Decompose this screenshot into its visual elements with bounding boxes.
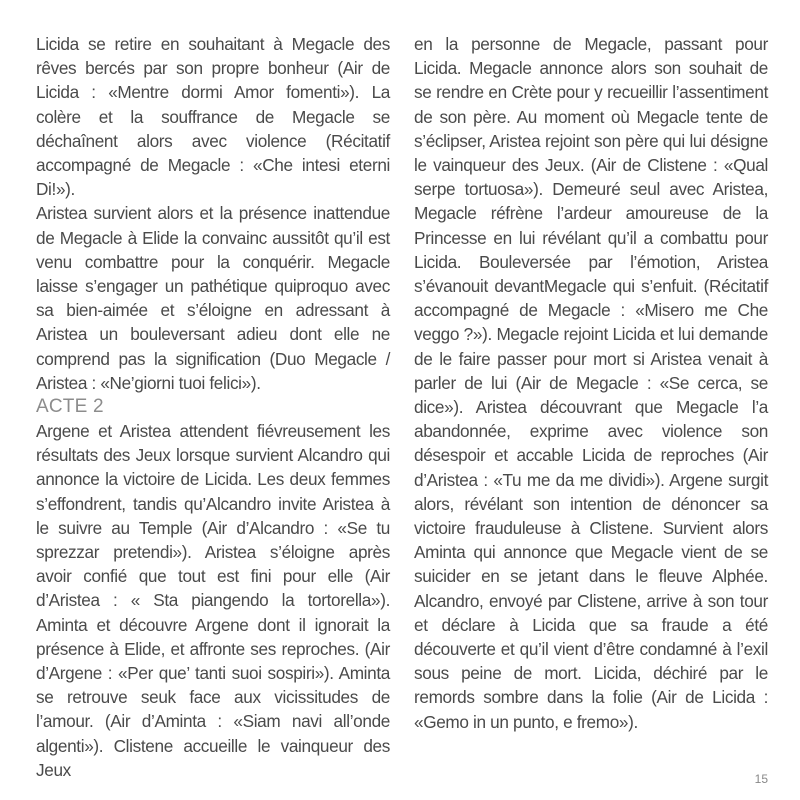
paragraph: Argene et Aristea attendent fiévreusement les résultats des Jeux lorsque survient Alcandro qui annonce la victoire de Licida. Les deux femmes s’effondrent, tandis qu’Alcandro invite Aristea à le suivre au Temple (Air d’Alcandro : «Se tu sprezzar pretendi»). Aristea s’éloigne après avoir confié que tout est fini pour elle (Air d’Aristea : « Sta piangendo la tortorella»). Aminta et découvre Argene dont il ignorait la présence à Elide, et affronte ses reproches. (Air d’Argene : «Per que’ tanti suoi sospiri»). Aminta se retrouve seuk face aux vicissitudes de l’amour. (Air d’Aminta : «Siam navi all’onde algenti»). Clistene accueille le vainqueur des Jeux [36, 421, 390, 780]
left-column [36, 32, 390, 782]
right-column [414, 32, 768, 734]
paragraph: Licida se retire en souhaitant à Megacle des rêves bercés par son propre bonheur (Air de Licida : «Mentre dormi Amor fomenti»). La colère et la souffrance de Megacle se déchaînent alors avec violence (Récitatif accompagné de Megacle : «Che intesi eterni Di!»). [36, 34, 390, 200]
paragraph: Aristea survient alors et la présence inattendue de Megacle à Elide la convainc aussitôt qu’il est venu combattre pour la conquérir. Megacle laisse s’engager un pathétique quiproquo avec sa bien-aimée et s’éloigne en adressant à Aristea un bouleversant adieu dont elle ne comprend pas la signification (Duo Megacle / Aristea : «Ne’giorni tuoi felici»). [36, 203, 390, 393]
section-heading: ACTE 2 [36, 396, 104, 418]
page-number: 15 [754, 772, 768, 786]
paragraph: en la personne de Megacle, passant pour Licida. Megacle annonce alors son souhait de se rendre en Crète pour y recueillir l’assentiment de son père. Au moment où Megacle tente de s’éclipser, Aristea rejoint son père qui lui désigne le vainqueur des Jeux. (Air de Clistene : «Qual serpe tortuosa»). Demeuré seul avec Aristea, Megacle réfrène l’ardeur amoureuse de la Princesse en lui révélant qu’il a combattu pour Licida. Bouleversée par l’émotion, Aristea s’évanouit devantMegacle qui s’enfuit. (Récitatif accompagné de Megacle : «Misero me Che veggo ?»). Megacle rejoint Licida et lui demande de le faire passer pour mort si Aristea venait à parler de lui (Air de Megacle : «Se cerca, se dice»). Aristea découvrant que Megacle l’a abandonnée, exprime avec violence son désespoir et accable Licida de reproches (Air d’Aristea : «Tu me da me dividi»). Argene surgit alors, révélant son intention de dénoncer sa victoire frauduleuse à Clistene. Survient alors Aminta qui annonce que Megacle vient de se suicider en se jetant dans le fleuve Alphée. Alcandro, envoyé par Clistene, arrive à son tour et déclare à Licida que sa fraude a été découverte et qu’il vient d’être condamné à l’exil sous peine de mort. Licida, déchiré par le remords sombre dans la folie (Air de Licida : «Gemo in un punto, e fremo»). [414, 34, 768, 732]
